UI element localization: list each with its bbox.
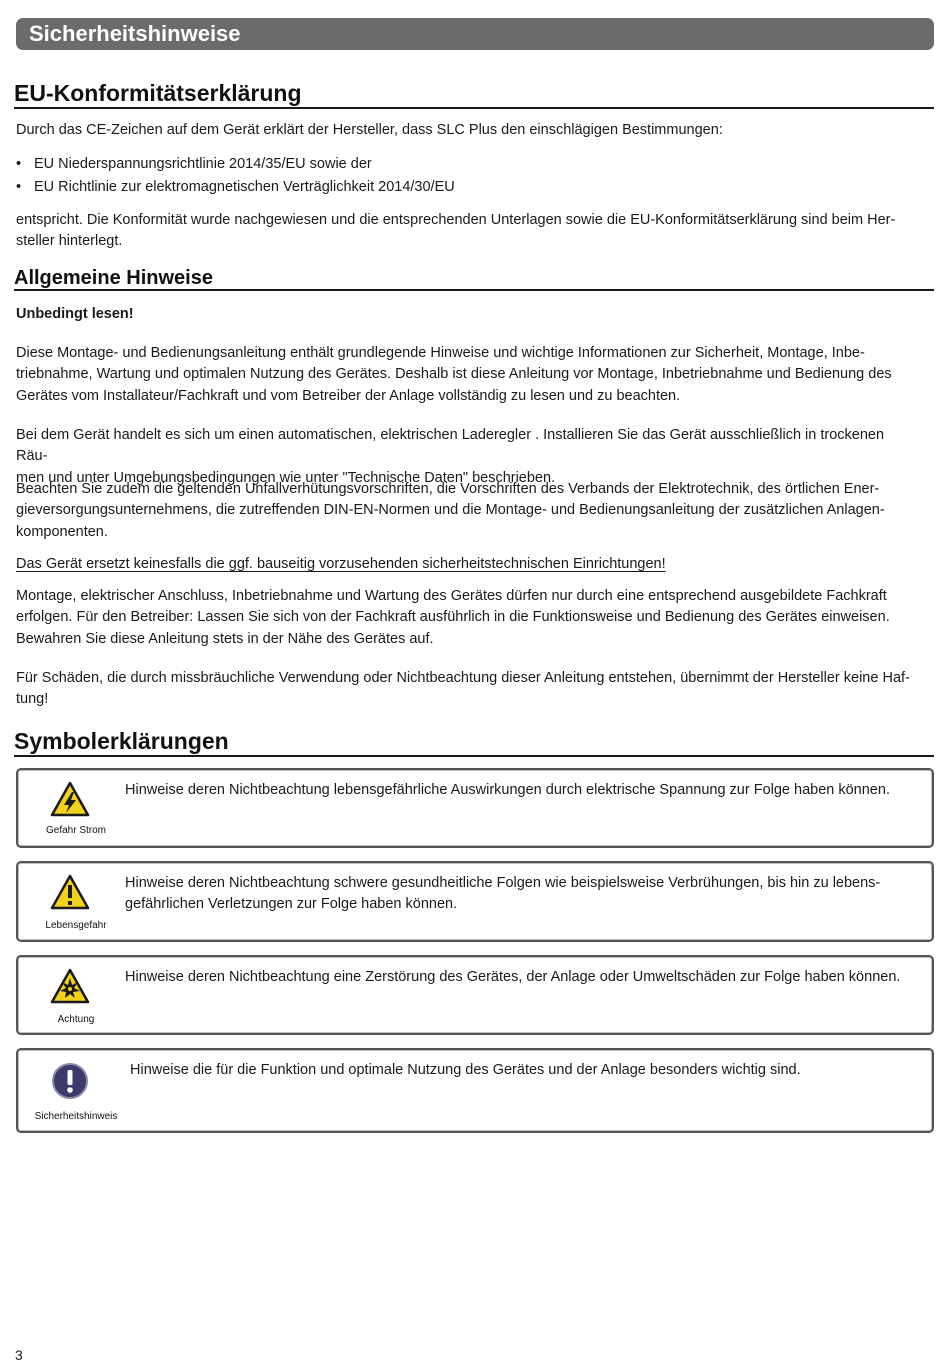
text-line: komponenten. [16, 523, 108, 540]
text-line: Für Schäden, die durch missbräuchliche Verwendung oder Nichtbeachtung dieser Anleitung entstehen, übernimmt der Hersteller keine Haf- [16, 670, 910, 686]
symbol-caption: Lebensgefahr [45, 920, 107, 931]
symbol-caption: Gefahr Strom [45, 825, 107, 836]
eu-intro: Durch das CE-Zeichen auf dem Gerät erklärt der Hersteller, dass SLC Plus den einschlägigen Bestimmungen: [16, 122, 723, 138]
text-line: gieversorgungsunternehmens, die zutreffenden DIN-EN-Normen und die Montage- und Bedienungsanleitung der zusätzlichen Anlagen- [16, 502, 885, 519]
text-line: tung! [16, 691, 49, 708]
general-paragraph-4 [16, 586, 916, 650]
page-header: Sicherheitshinweise [16, 18, 934, 50]
symbol-caption: Sicherheitshinweis [34, 1111, 118, 1122]
symbol-description [125, 873, 918, 916]
text-line: steller hinterlegt. [16, 233, 123, 250]
page-number: 3 [15, 1347, 23, 1363]
text-line: men und unter Umgebungsbedingungen wie unter "Technische Daten" beschrieben. [16, 469, 556, 486]
eu-outro [16, 210, 916, 253]
symbols-heading: Symbolerklärungen [14, 727, 934, 757]
text-line: Hinweise deren Nichtbeachtung schwere gesundheitliche Folgen wie beispielsweise Verbrühungen, bis hin zu lebens- [125, 875, 881, 891]
symbol-box-caution [16, 955, 934, 1035]
electric-hazard-icon [50, 780, 90, 818]
symbol-description: Hinweise die für die Funktion und optimale Nutzung des Gerätes und der Anlage besonders wichtig sind. [130, 1062, 801, 1078]
general-paragraph-5 [16, 668, 916, 711]
text-line: Diese Montage- und Bedienungsanleitung enthält grundlegende Hinweise und wichtige Informationen zur Sicherheit, Montage, Inbe- [16, 345, 865, 361]
text-line: Montage, elektrischer Anschluss, Inbetriebnahme und Wartung des Gerätes dürfen nur durch eine entsprechend ausgebildete Fachkraft [16, 588, 887, 604]
text-line: erfolgen. Für den Betreiber: Lassen Sie sich von der Fachkraft ausführlich in die Funktionsweise und Bedienung des Gerätes einweisen. [16, 609, 890, 626]
list-item: • EU Richtlinie zur elektromagnetischen Verträglichkeit 2014/30/EU [16, 176, 916, 199]
text-line: entspricht. Die Konformität wurde nachgewiesen und die entsprechenden Unterlagen sowie die EU-Konformitätserklärung sind beim Her- [16, 212, 896, 228]
text-line: Bewahren Sie diese Anleitung stets in der Nähe des Gerätes auf. [16, 630, 434, 647]
text-line: Bei dem Gerät handelt es sich um einen automatischen, elektrischen Laderegler . Installieren Sie das Gerät ausschließlich in trockenen Räu- [16, 427, 885, 465]
symbol-description: Hinweise deren Nichtbeachtung eine Zerstörung des Gerätes, der Anlage oder Umweltschäden zur Folge haben können. [125, 969, 901, 985]
warning-text: Das Gerät ersetzt keinesfalls die ggf. bauseitig vorzusehenden sicherheitstechnischen Einrichtungen! [16, 556, 666, 572]
danger-warning-icon [50, 873, 90, 911]
text-line: Gerätes vom Installateur/Fachkraft und vom Betreiber der Anlage vollständig zu lesen und zu beachten. [16, 387, 681, 404]
symbol-box-danger [16, 861, 934, 942]
text-line: Beachten Sie zudem die geltenden Unfallverhütungsvorschriften, die Vorschriften des Verbands der Elektrotechnik, des örtlichen Ener- [16, 481, 880, 497]
eu-conformity-heading: EU-Konformitätserklärung [14, 79, 934, 109]
symbol-box-electric [16, 768, 934, 848]
symbol-box-safety [16, 1048, 934, 1133]
list-item: • EU Niederspannungsrichtlinie 2014/35/EU sowie der [16, 153, 916, 176]
text-line: gefährlichen Verletzungen zur Folge haben können. [125, 896, 458, 913]
general-paragraph-3 [16, 479, 916, 543]
explosion-warning-icon [50, 967, 90, 1005]
text-line: triebnahme, Wartung und optimalen Nutzung des Gerätes. Deshalb ist diese Anleitung vor Montage, Inbetriebnahme und Bedienung des [16, 366, 892, 383]
eu-directive-list [16, 153, 916, 199]
general-notes-heading: Allgemeine Hinweise [14, 266, 934, 291]
symbol-caption: Achtung [57, 1014, 95, 1025]
general-paragraph-1 [16, 343, 916, 407]
must-read-label: Unbedingt lesen! [16, 306, 134, 322]
exclamation-circle-icon [50, 1062, 90, 1100]
safety-device-warning [16, 554, 916, 575]
symbol-description: Hinweise deren Nichtbeachtung lebensgefährliche Auswirkungen durch elektrische Spannung zur Folge haben können. [125, 782, 890, 798]
